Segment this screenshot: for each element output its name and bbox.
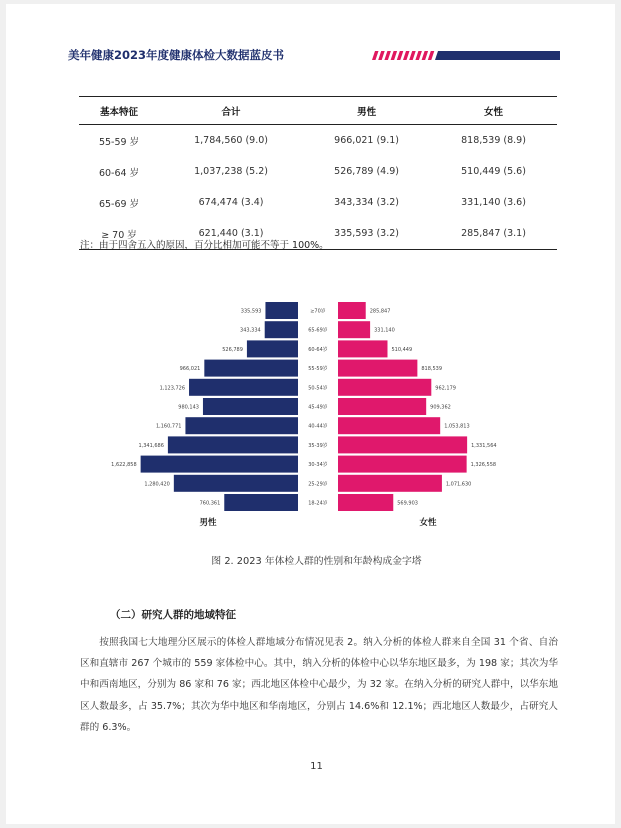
- series-label: 女性: [419, 518, 437, 529]
- male-bar: [174, 475, 298, 492]
- table-row: [79, 125, 557, 157]
- female-value-label: 1,331,564: [471, 442, 497, 449]
- female-bar: [338, 302, 366, 319]
- female-value-label: 569,903: [397, 500, 418, 507]
- table-cell: 674,474 (3.4): [198, 197, 264, 208]
- female-bar: [338, 321, 370, 338]
- female-value-label: 1,326,558: [470, 462, 497, 469]
- table-cell: 65-69 岁: [98, 198, 140, 210]
- female-bar: [338, 340, 387, 357]
- age-category-label: 25-29岁: [308, 481, 328, 488]
- male-bar: [265, 302, 298, 319]
- age-category-label: 18-24岁: [308, 500, 328, 507]
- male-value-label: 980,143: [178, 404, 199, 411]
- column-header: 基本特征: [79, 97, 159, 125]
- table-row: [79, 187, 557, 218]
- male-bar: [265, 321, 298, 338]
- male-value-label: 1,341,686: [138, 442, 164, 449]
- table-cell: 343,334 (3.2): [334, 197, 399, 208]
- male-value-label: 526,789: [222, 346, 243, 353]
- table-cell: 510,449 (5.6): [461, 166, 526, 177]
- female-bar: [338, 379, 431, 396]
- female-value-label: 1,071,630: [445, 481, 472, 488]
- series-label: 男性: [199, 518, 217, 529]
- female-value-label: 331,140: [374, 327, 395, 334]
- stripe-mark: [378, 51, 385, 60]
- table-cell: 1,037,238 (5.2): [194, 166, 268, 177]
- table-cell: 55-59 岁: [98, 136, 140, 148]
- stripe-mark: [391, 51, 398, 60]
- report-title: 美年健康2023年度健康体检大数据蓝皮书: [68, 48, 285, 62]
- stripe-mark: [403, 51, 410, 60]
- stripe-bar: [435, 51, 560, 60]
- age-category-label: 55-59岁: [308, 366, 328, 373]
- female-value-label: 1,053,813: [444, 423, 470, 430]
- page-number: 11: [310, 761, 323, 772]
- table-cell: 331,140 (3.6): [461, 197, 526, 208]
- male-bar: [247, 340, 298, 357]
- female-bar: [338, 475, 442, 492]
- stripe-mark: [372, 51, 379, 60]
- male-bar: [204, 360, 298, 377]
- age-category-label: 50-54岁: [308, 385, 328, 392]
- table-cell: 285,847 (3.1): [430, 218, 557, 250]
- male-bar: [168, 436, 298, 453]
- female-value-label: 909,362: [430, 404, 451, 411]
- female-bar: [338, 417, 440, 434]
- stripe-mark: [384, 51, 391, 60]
- female-bar: [338, 360, 417, 377]
- column-header: 合计: [159, 97, 303, 125]
- male-value-label: 335,593: [240, 308, 262, 315]
- header-stripes: [372, 51, 560, 60]
- section-heading: （二）研究人群的地域特征: [110, 609, 236, 621]
- age-table: [79, 96, 557, 250]
- age-category-label: ≥70岁: [310, 308, 326, 315]
- stripe-mark: [422, 51, 429, 60]
- stripe-mark: [409, 51, 416, 60]
- female-value-label: 818,539: [421, 366, 443, 373]
- population-pyramid-chart: [106, 298, 526, 538]
- male-value-label: 966,021: [179, 366, 201, 373]
- table-row: [79, 156, 557, 187]
- table-cell: 60-64 岁: [98, 167, 140, 179]
- female-value-label: 285,847: [369, 308, 391, 315]
- table-cell: 818,539 (8.9): [461, 135, 526, 146]
- male-value-label: 760,361: [199, 500, 221, 507]
- stripe-mark: [397, 51, 404, 60]
- age-category-label: 30-34岁: [308, 462, 328, 469]
- table-cell: 335,593 (3.2): [303, 218, 430, 250]
- male-bar: [224, 494, 298, 511]
- section-paragraph: 按照我国七大地理分区展示的体检人群地域分布情况见表 2。纳入分析的体检人群来自全国 31 个省、自治区和直辖市 267 个城市的 559 家体检中心。其中，纳入分析的体检中心以华东地区最多，为 198 家；其次为华中和西南地区，分别为 86 家和 76 家；西北地区体检中心最少，为 32 家。在纳入分析的研究人群中，以华东地区人数最多，占 35.7%；其次为华中地区和华南地区，分别占 14.6%和 12.1%；西北地区人数最少，占研究人群的 6.3%。: [80, 637, 558, 733]
- column-header: 男性: [303, 97, 430, 125]
- male-value-label: 1,160,771: [155, 423, 182, 430]
- female-bar: [338, 436, 467, 453]
- age-category-label: 40-44岁: [308, 423, 328, 430]
- female-bar: [338, 456, 467, 473]
- male-bar: [185, 417, 298, 434]
- male-value-label: 1,622,858: [111, 462, 137, 469]
- female-bar: [338, 398, 426, 415]
- stripe-mark: [415, 51, 422, 60]
- stripe-mark: [428, 51, 435, 60]
- male-bar: [189, 379, 298, 396]
- table-cell: 966,021 (9.1): [334, 135, 399, 146]
- age-category-label: 60-64岁: [308, 346, 328, 353]
- age-category-label: 35-39岁: [308, 442, 328, 449]
- column-header: 女性: [430, 97, 557, 125]
- male-value-label: 343,334: [240, 327, 261, 334]
- table-cell: 1,784,560 (9.0): [194, 135, 268, 146]
- female-bar: [338, 494, 393, 511]
- document-page: [6, 4, 615, 824]
- table-cell: ≥ 70 岁: [79, 218, 159, 250]
- male-bar: [141, 456, 298, 473]
- age-category-label: 45-49岁: [308, 404, 328, 411]
- table-header-row: [79, 97, 557, 125]
- female-value-label: 962,179: [435, 385, 456, 392]
- figure-caption: 图 2. 2023 年体检人群的性别和年龄构成金字塔: [211, 556, 422, 567]
- table-cell: 526,789 (4.9): [334, 166, 399, 177]
- male-value-label: 1,280,420: [144, 481, 170, 488]
- table-cell: 621,440 (3.1): [159, 218, 303, 250]
- male-bar: [203, 398, 298, 415]
- female-value-label: 510,449: [391, 346, 413, 353]
- age-category-label: 65-69岁: [308, 327, 328, 334]
- table-note: 注：由于四舍五入的原因，百分比相加可能不等于 100%。: [80, 240, 329, 251]
- male-value-label: 1,123,726: [159, 385, 186, 392]
